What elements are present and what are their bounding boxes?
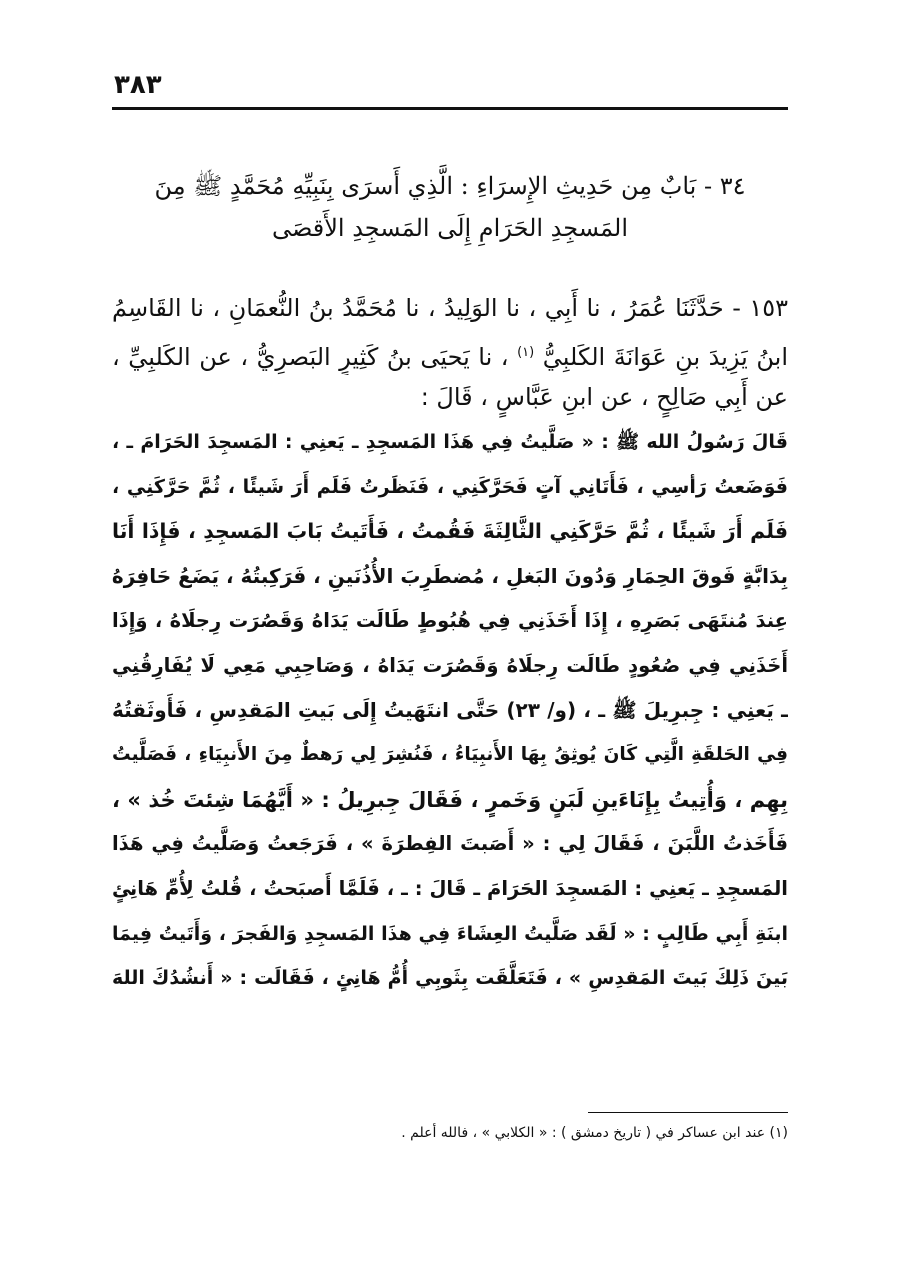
footnote-reference: (١) [517, 344, 535, 360]
hadith-line: بَينَ ذَلِكَ بَيتَ المَقدِسِ » ، فَتَعَلَّقَت بِثَوبِي أُمُّ هَانِئٍ ، فَقَالَت : « أَنشُدُكَ اللهَ [112, 967, 788, 990]
page-number: ٣٨٣ [114, 70, 162, 100]
footnote: (١) عند ابن عساكر في ( تاريخ دمشق ) : « الكلابي » ، فالله أعلم . [401, 1125, 788, 1141]
chapter-title [150, 165, 750, 249]
hadith-text [112, 286, 788, 1001]
hadith-line: المَسجِدِ ـ يَعنِي : المَسجِدَ الحَرَامَ ـ قَالَ : ـ ، فَلَمَّا أَصبَحتُ ، قُلتُ لِأُمِّ هَانِئٍ [112, 876, 788, 900]
hadith-line: أَخَذَنِي فِي صُعُودٍ طَالَت رِجلَاهُ وَقَصُرَت يَدَاهُ ، وَصَاحِبِي مَعِي لَا يُفَارِقُنِي [112, 653, 788, 677]
header-rule [112, 107, 788, 110]
hadith-line: فَلَم أَرَ شَيئًا ، ثُمَّ حَرَّكَنِي الثَّالِثَةَ فَقُمتُ ، فَأَتَيتُ بَابَ المَسجِدِ ، فَإِذَا أَنَا [112, 519, 788, 544]
hadith-line: بِهِم ، وَأُتِيتُ بِإِنَاءَينِ لَبَنٍ وَخَمرٍ ، فَقَالَ جِبرِيلُ : « أَيَّهُمَا شِئتَ خُذ » ، [112, 787, 788, 812]
hadith-line: فَأَخَذتُ اللَّبَنَ ، فَقَالَ لِي : « أَصَبتَ الفِطرَةَ » ، فَرَجَعتُ وَصَلَّيتُ فِي هَذَا [112, 832, 788, 856]
hadith-line: قَالَ رَسُولُ الله ﷺ : « صَلَّيتُ فِي هَذَا المَسجِدِ ـ يَعنِي : المَسجِدَ الحَرَامَ ـ ، [112, 431, 788, 454]
hadith-line: ابنَةِ أَبِي طَالِبٍ : « لَقَد صَلَّيتُ العِشَاءَ فِي هذَا المَسجِدِ وَالفَجرَ ، وَأَتَيتُ فِيمَا [112, 922, 788, 945]
chapter-title-line-1: ٣٤ - بَابٌ مِن حَدِيثِ الإِسرَاءِ : الَّذِي أَسرَى بِنَبِيِّهِ مُحَمَّدٍ ﷺ مِنَ [154, 172, 746, 200]
hadith-line: عن أَبِي صَالِحٍ ، عن ابنِ عَبَّاسٍ ، قَالَ : [420, 383, 788, 412]
footnote-rule [588, 1112, 788, 1113]
hadith-line-part: ابنُ يَزِيدَ بنِ عَوَانَةَ الكَلبِيُّ [542, 342, 788, 371]
hadith-line: فَوَضَعتُ رَأسِي ، فَأَتَانِي آتٍ فَحَرَّكَنِي ، فَنَظَرتُ فَلَم أَرَ شَيئًا ، ثُمَّ حَرَّكَنِي ، [112, 475, 788, 498]
hadith-line: ـ يَعنِي : جِبرِيلَ ﷺ ـ ، (و/ ٢٣) حَتَّى انتَهَيتُ إِلَى بَيتِ المَقدِسِ ، فَأَوثَقتُهُ [112, 698, 788, 723]
hadith-line: عِندَ مُنتَهَى بَصَرِهِ ، إِذَا أَخَذَنِي فِي هُبُوطٍ طَالَت يَدَاهُ وَقَصُرَت رِجلَاهُ ، وَإِذَا [112, 608, 788, 632]
chapter-title-line-2: المَسجِدِ الحَرَامِ إِلَى المَسجِدِ الأَقصَى [271, 214, 629, 242]
hadith-line: بِدَابَّةٍ فَوقَ الحِمَارِ وَدُونَ البَغلِ ، مُضطَرِبَ الأُذُنَينِ ، فَرَكِبتُهُ ، يَضَعُ حَافِرَهُ [112, 564, 788, 589]
hadith-line [112, 331, 788, 376]
hadith-line-part: ، نا يَحيَى بنُ كَثِيرٍ البَصرِيُّ ، عن الكَلبِيِّ ، [112, 342, 509, 371]
hadith-line: ١٥٣ - حَدَّثَنَا عُمَرُ ، نا أَبِي ، نا الوَلِيدُ ، نا مُحَمَّدُ بنُ النُّعمَانِ ، نا القَاسِمُ [112, 294, 788, 322]
hadith-line: فِي الحَلقَةِ الَّتِي كَانَ يُوثِقُ بِهَا الأَنبِيَاءُ ، فَنُشِرَ لِي رَهطٌ مِنَ الأَنبِيَاءِ ، فَصَلَّيتُ [112, 743, 788, 765]
